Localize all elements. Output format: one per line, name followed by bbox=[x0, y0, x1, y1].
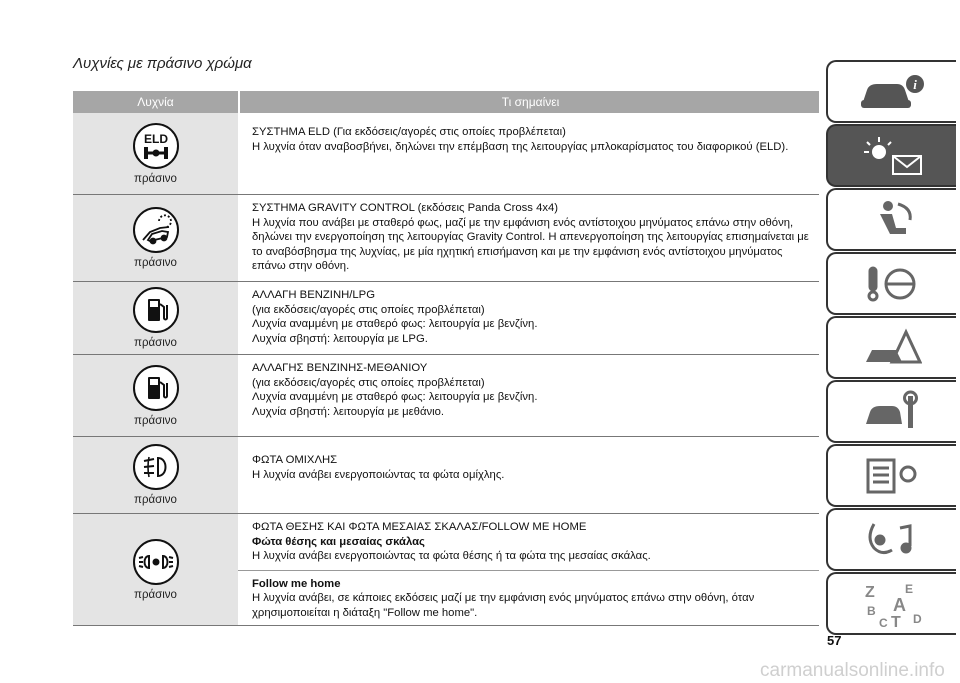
row-text: Η λυχνία ανάβει ενεργοποιώντας τα φώτα θέσης ή τα φώτα της μεσαίας σκάλας. bbox=[252, 550, 651, 562]
svg-text:Z: Z bbox=[865, 583, 875, 601]
tab-car-info[interactable] bbox=[826, 60, 956, 123]
lamp-color: πράσινο bbox=[134, 588, 177, 601]
fuel-pump-methane-icon bbox=[133, 365, 179, 411]
gravity-control-icon bbox=[133, 207, 179, 253]
position-lights-icon bbox=[133, 539, 179, 585]
row-text: Λυχνία σβηστή: λειτουργία με μεθάνιο. bbox=[252, 405, 445, 418]
tab-safety[interactable] bbox=[826, 188, 956, 251]
tab-technical-data[interactable] bbox=[826, 444, 956, 507]
lamp-color: πράσινο bbox=[134, 337, 177, 349]
row-text: Η λυχνία που ανάβει με σταθερό φως, μαζί με την εμφάνιση ενός αντίστοιχου μηνύματος επάνω στην οθόνη, δηλώνει την ενεργοποίηση της λειτουργίας Gravity Control. Η απενεργοποίηση της λειτουργίας επισημαίνεται με το αναβόσβησμα της λυχνίας, με μία ηχητική επισήμανση και με την εμφάνιση ενός αντίστοιχου μηνύματος επάνω στην οθόνη. bbox=[252, 216, 809, 272]
svg-text:B: B bbox=[867, 603, 876, 618]
svg-text:D: D bbox=[913, 611, 922, 626]
svg-text:i: i bbox=[913, 76, 917, 92]
row-text: (για εκδόσεις/αγορές στις οποίες προβλέπεται) bbox=[252, 376, 485, 389]
tab-multimedia[interactable] bbox=[826, 508, 956, 571]
specs-gear-icon bbox=[862, 454, 922, 498]
row-title: ΦΩΤΑ ΘΕΣΗΣ ΚΑΙ ΦΩΤΑ ΜΕΣΑΙΑΣ ΣΚΑΛΑΣ/FOLLOW ME HOME bbox=[252, 521, 587, 533]
eld-icon bbox=[133, 123, 179, 169]
svg-text:C: C bbox=[879, 615, 888, 629]
row-title: ΑΛΛΑΓΗ ΒΕΝΖΙΝΗ/LPG bbox=[252, 289, 376, 301]
fuel-pump-lpg-icon bbox=[133, 287, 179, 333]
row-title: ΣΥΣΤΗΜΑ GRAVITY CONTROL (εκδόσεις Panda Cross 4x4) bbox=[252, 202, 559, 214]
row-title: ΣΥΣΤΗΜΑ ELD (Για εκδόσεις/αγορές στις οποίες προβλέπεται) bbox=[252, 126, 566, 138]
table-row bbox=[73, 113, 819, 195]
page-number: 57 bbox=[827, 633, 842, 648]
row-sub-text: Η λυχνία ανάβει, σε κάποιες εκδόσεις μαζί με την εμφάνιση ενός μηνύματος επάνω στην οθόνη, όταν χρησιμοποιείται η διάταξη "Follow me home". bbox=[252, 592, 755, 619]
tab-emergency[interactable] bbox=[826, 316, 956, 379]
warning-lights-icon bbox=[857, 134, 927, 178]
tab-index[interactable] bbox=[826, 572, 956, 635]
multimedia-icon bbox=[862, 518, 922, 562]
tab-maintenance[interactable] bbox=[826, 380, 956, 443]
warning-lights-table bbox=[73, 91, 819, 626]
svg-text:E: E bbox=[905, 581, 914, 596]
row-text: Λυχνία σβηστή: λειτουργία με LPG. bbox=[252, 332, 428, 345]
emergency-triangle-icon bbox=[862, 326, 922, 370]
tab-driving[interactable] bbox=[826, 252, 956, 315]
lamp-color: πράσινο bbox=[134, 414, 177, 427]
fog-light-icon bbox=[133, 444, 179, 490]
row-text: (για εκδόσεις/αγορές στις οποίες προβλέπεται) bbox=[252, 303, 485, 316]
row-text: Λυχνία αναμμένη με σταθερό φως: λειτουργία με βενζίνη. bbox=[252, 391, 538, 403]
row-title: ΑΛΛΑΓΗΣ ΒΕΝΖΙΝΗΣ-ΜΕΘΑΝΙΟΥ bbox=[252, 362, 428, 374]
lamp-color: πράσινο bbox=[134, 257, 177, 269]
svg-text:ELD: ELD bbox=[143, 131, 168, 146]
row-text: Η λυχνία όταν αναβοσβήνει, δηλώνει την επέμβαση της λειτουργίας μπλοκαρίσματος του διαφορικού (ELD). bbox=[252, 140, 789, 153]
table-row bbox=[73, 282, 819, 355]
watermark: carmanualsonline.info bbox=[760, 660, 945, 681]
header-meaning: Τι σημαίνει bbox=[501, 95, 560, 109]
table-header bbox=[73, 91, 819, 113]
row-bold-heading: Φώτα θέσης και μεσαίας σκάλας bbox=[252, 535, 425, 548]
row-title: ΦΩΤΑ ΟΜΙΧΛΗΣ bbox=[252, 454, 338, 466]
lamp-color: πράσινο bbox=[134, 494, 177, 506]
steering-key-icon bbox=[862, 262, 922, 306]
row-text: Λυχνία αναμμένη με σταθερό φως: λειτουργία με βενζίνη. bbox=[252, 318, 538, 330]
header-lamp: Λυχνία bbox=[137, 95, 174, 109]
car-info-icon bbox=[857, 70, 927, 114]
car-wrench-icon bbox=[862, 390, 922, 434]
table-row bbox=[73, 514, 819, 626]
tab-warning-lights[interactable] bbox=[826, 124, 956, 187]
lamp-color: πράσινο bbox=[134, 172, 177, 185]
table-row bbox=[73, 355, 819, 437]
svg-text:A: A bbox=[893, 594, 906, 615]
airbag-seat-icon bbox=[862, 198, 922, 242]
row-sub-heading: Follow me home bbox=[252, 577, 341, 590]
table-row bbox=[73, 437, 819, 514]
svg-text:T: T bbox=[891, 613, 901, 629]
section-title: Λυχνίες με πράσινο χρώμα bbox=[73, 55, 252, 72]
row-text: Η λυχνία ανάβει ενεργοποιώντας τα φώτα ομίχλης. bbox=[252, 468, 505, 481]
table-row bbox=[73, 195, 819, 282]
index-letters-icon bbox=[857, 579, 927, 629]
